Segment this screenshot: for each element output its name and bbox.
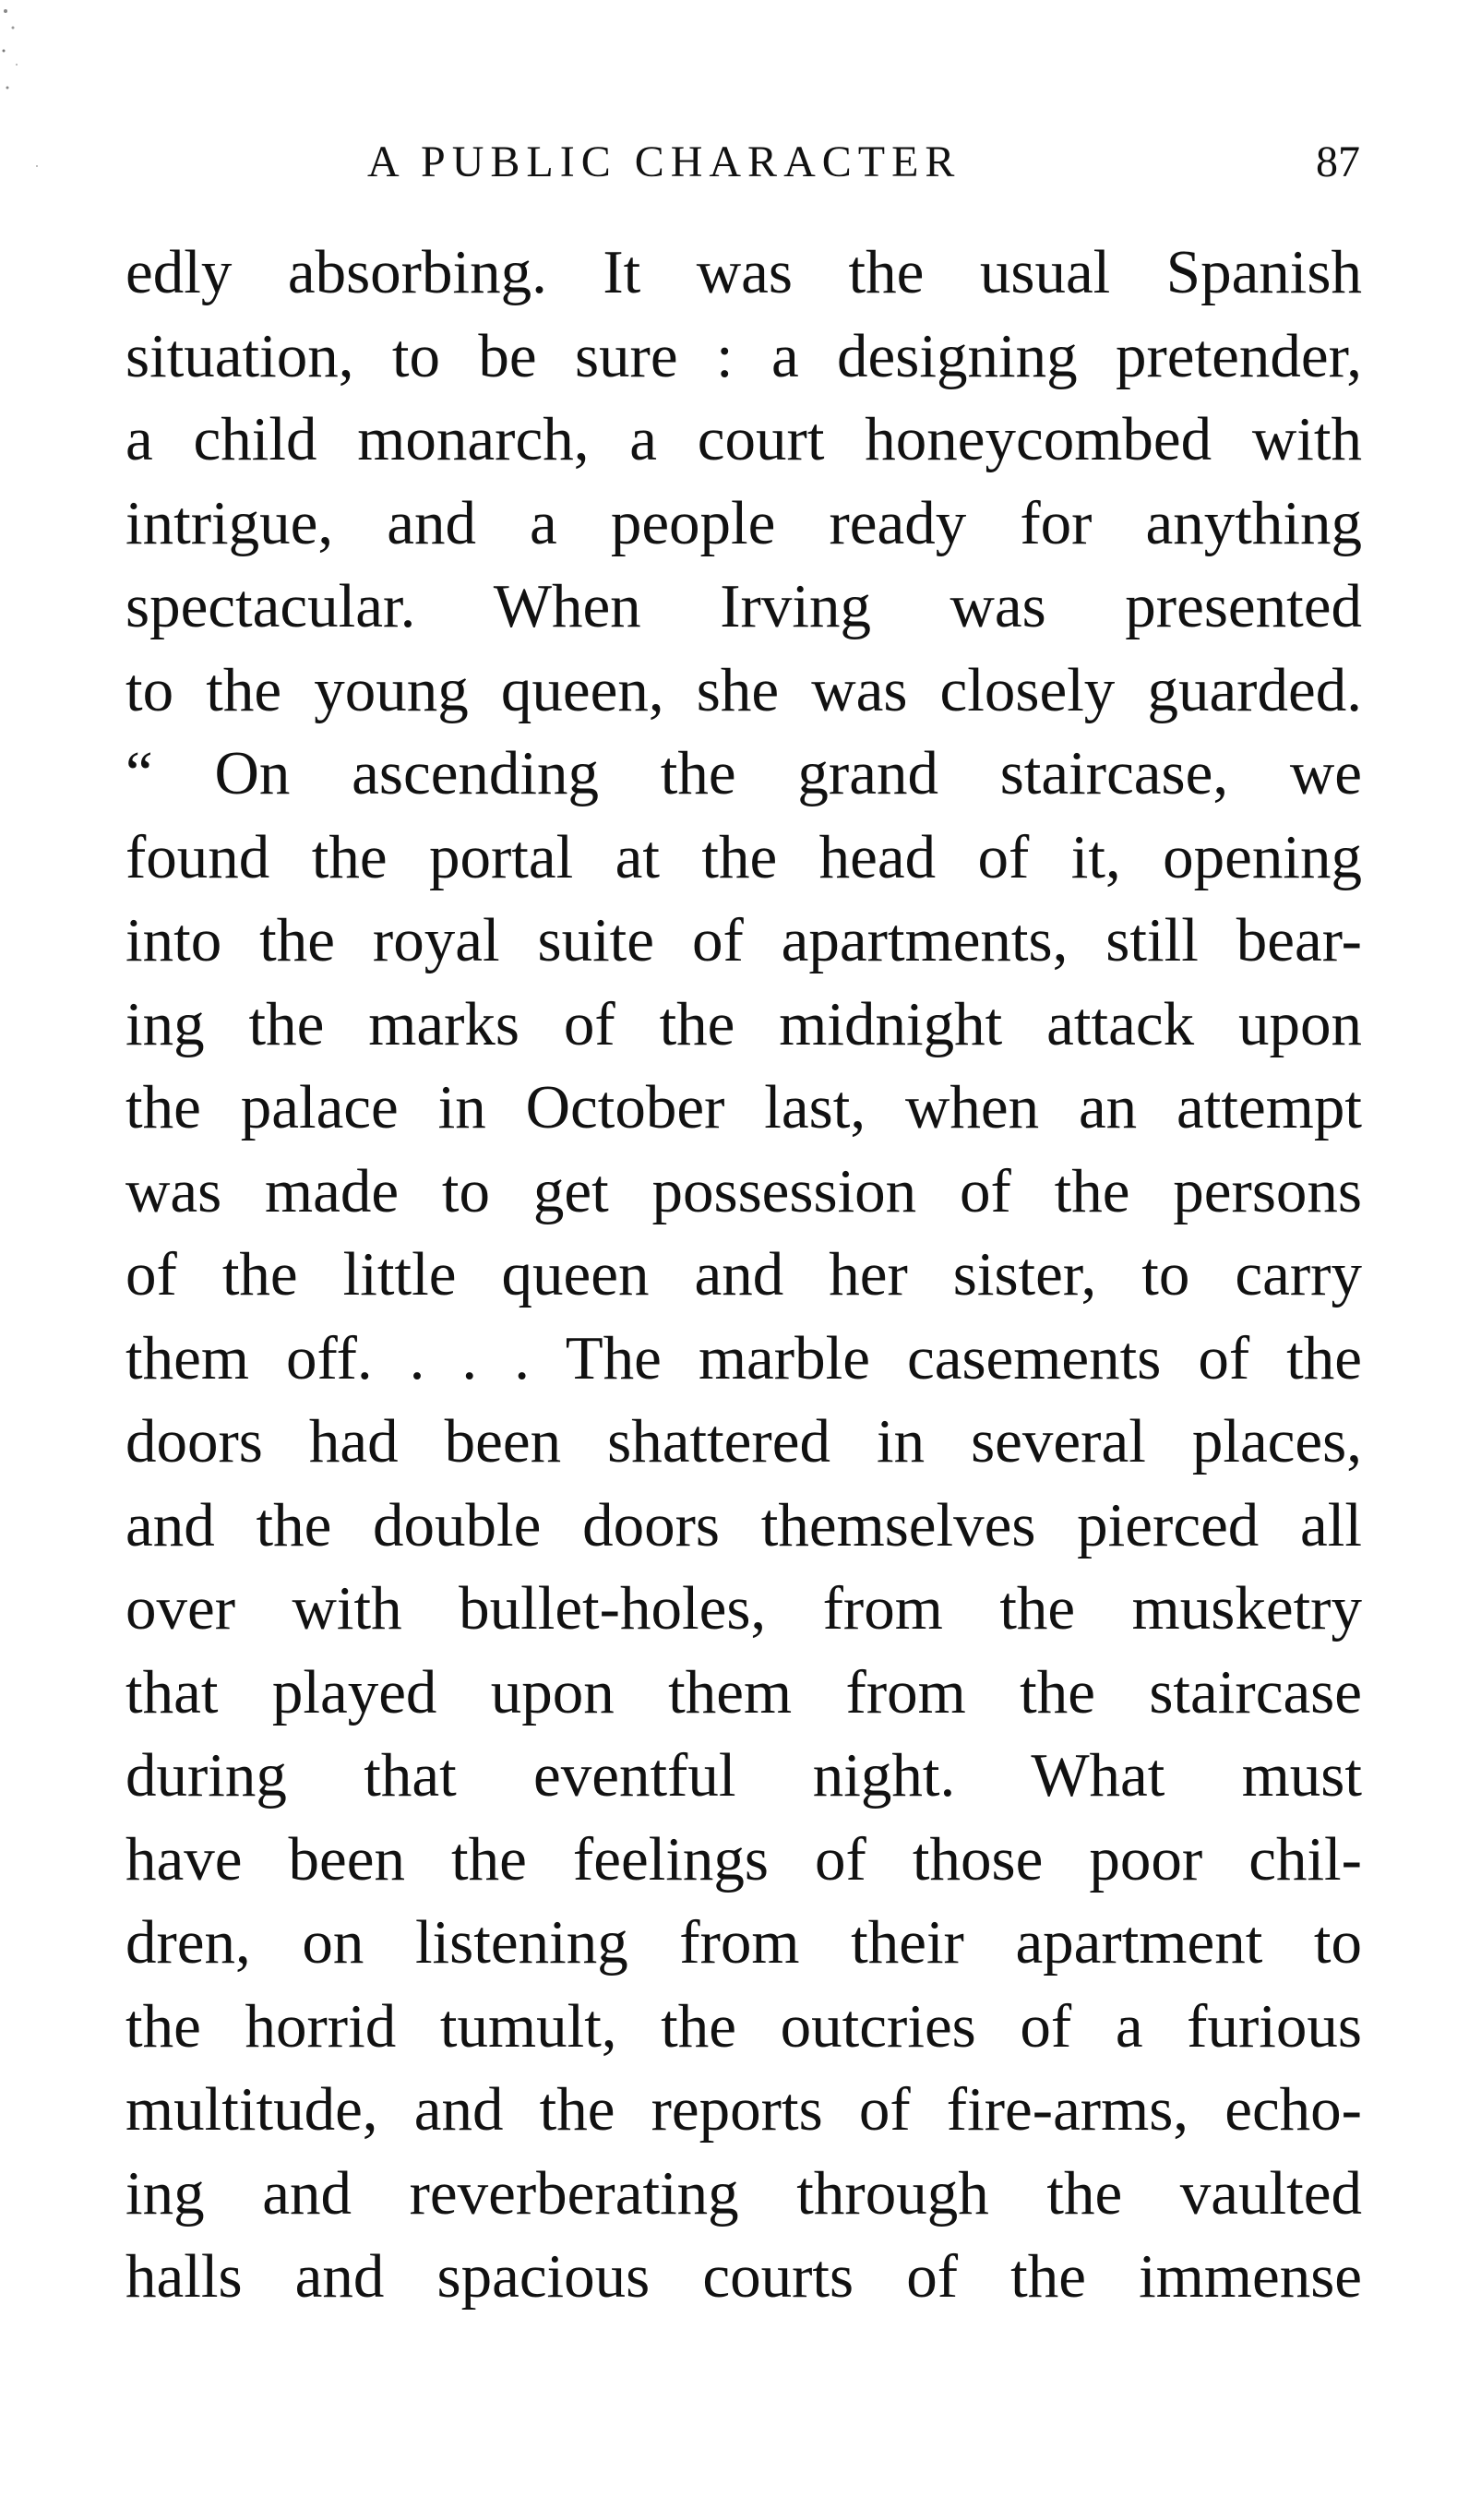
text-line: ing and reverberating through the vaulted xyxy=(125,2158,1362,2227)
running-head xyxy=(0,129,1481,203)
text-line: to the young queen, she was closely guarded. xyxy=(125,655,1362,724)
text-line: halls and spacious courts of the immense xyxy=(125,2242,1362,2311)
text-line: during that eventful night. What must xyxy=(125,1741,1362,1809)
text-line: edly absorbing. It was the usual Spanish xyxy=(125,238,1362,306)
text-line: found the portal at the head of it, opening xyxy=(125,822,1362,891)
text-line: them off. . . . The marble casements of the xyxy=(125,1323,1362,1392)
text-line: multitude, and the reports of fire-arms, echo- xyxy=(125,2075,1362,2144)
text-line: the palace in October last, when an attempt xyxy=(125,1073,1362,1141)
body-text xyxy=(125,231,1362,2319)
text-line: doors had been shattered in several places, xyxy=(125,1407,1362,1475)
text-line: dren, on listening from their apartment to xyxy=(125,1908,1362,1977)
text-line: spectacular. When Irving was presented xyxy=(125,572,1362,640)
text-line: “ On ascending the grand staircase, we xyxy=(125,739,1362,807)
text-line: into the royal suite of apartments, still bear- xyxy=(125,906,1362,974)
text-line: intrigue, and a people ready for anything xyxy=(125,488,1362,557)
text-line: over with bullet-holes, from the musketry xyxy=(125,1574,1362,1642)
text-line: ing the marks of the midnight attack upon xyxy=(125,989,1362,1058)
text-line: of the little queen and her sister, to carry xyxy=(125,1240,1362,1308)
text-line: have been the feelings of those poor chil- xyxy=(125,1824,1362,1893)
text-line: was made to get possession of the persons xyxy=(125,1156,1362,1225)
text-line: that played upon them from the staircase xyxy=(125,1657,1362,1726)
text-line: the horrid tumult, the outcries of a furious xyxy=(125,1991,1362,2060)
running-title: A PUBLIC CHARACTER xyxy=(367,137,961,186)
text-line: a child monarch, a court honeycombed with xyxy=(125,405,1362,473)
text-line: situation, to be sure : a designing pretender, xyxy=(125,321,1362,390)
text-line: and the double doors themselves pierced all xyxy=(125,1490,1362,1559)
page-number: 87 xyxy=(1316,137,1360,186)
